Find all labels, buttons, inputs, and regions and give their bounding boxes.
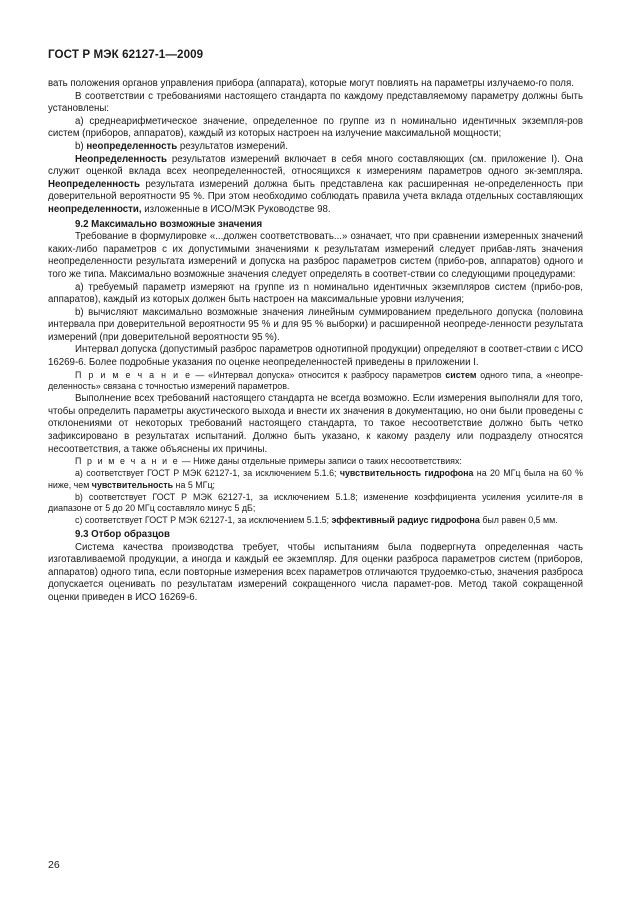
list-item: b) неопределенность результатов измерений. <box>75 140 288 152</box>
list-item: b) вычисляют максимально возможные значения линейным суммированием предельного допуска (половина интервала при доверительной вероятности 95 % и для 95 % выборки) и расширенной неопреде-ленности результата измерений (при доверительной вероятности 95 %). <box>48 306 583 343</box>
paragraph: Неопределенность результатов измерений включает в себя много составляющих (см. приложение I). Она служит оценкой вклада всех неопределенностей, относящихся к измерениям параметров одного эк-земпляра. Неопределенность результата измерений должна быть представлена как расширенная не-определенность при доверительной вероятности 95 %. При этом необходимо соблюдать правила учета вклада отдельных составляющих неопределенности, изложенные в ИСО/МЭК Руководстве 98. <box>48 153 583 215</box>
list-item: а) среднеарифметическое значение, определенное по группе из n номинально идентичных экземпля-ров систем (приборов, аппаратов), каждый из которых настроен на излучение максимальной мощности; <box>48 115 583 140</box>
note: П р и м е ч а н и е — Ниже даны отдельные примеры записи о таких несоответствиях: <box>75 456 462 467</box>
note-item: с) соответствует ГОСТ Р МЭК 62127-1, за исключением 5.1.5; эффективный радиус гидрофона был равен 0,5 мм. <box>75 515 558 526</box>
list-item: а) требуемый параметр измеряют на группе из n номинально идентичных экземпляров систем (прибо-ров, аппаратов), каждый из которых должен быть настроен на максимальные уровни излучения; <box>48 281 583 306</box>
document-body <box>48 78 583 605</box>
page-number: 26 <box>48 859 60 871</box>
section-heading-9-3: 9.3 Отбор образцов <box>75 529 170 540</box>
section-heading-9-2: 9.2 Максимально возможные значения <box>75 218 263 230</box>
document-header: ГОСТ Р МЭК 62127-1—2009 <box>48 48 204 61</box>
note-item: а) соответствует ГОСТ Р МЭК 62127-1, за исключением 5.1.6; чувствительность гидрофона на 20 МГц была на 60 % ниже, чем чувствительность на 5 МГц; <box>48 468 583 490</box>
paragraph: В соответствии с требованиями настоящего стандарта по каждому представляемому параметру должны быть установлены: <box>48 90 583 115</box>
paragraph: Интервал допуска (допустимый разброс параметров однотипной продукции) определяют в соответ-ствии с ИСО 16269-6. Более подробные указания по оценке неопределенностей приведены в приложении I. <box>48 344 583 369</box>
paragraph: вать положения органов управления прибора (аппарата), которые могут повлиять на параметры излучаемо-го поля. <box>48 78 574 89</box>
note-item: b) соответствует ГОСТ Р МЭК 62127-1, за исключением 5.1.8; изменение коэффициента усиления усилите-ля в диапазоне от 5 до 20 МГц составляло минус 5 дБ; <box>48 491 583 514</box>
paragraph: Требование в формулировке «...должен соответствовать...» означает, что при сравнении измеренных значений каких-либо параметров с их допустимыми значениями к результатам измерений следует прибав-лять значения неопределенности результата измерений и допуска на разброс параметров систем (прибо-ров, аппаратов) одного и того же типа. Максимально возможные значения следует определять в соответ-ствии со следующими процедурами: <box>48 231 583 280</box>
paragraph: Выполнение всех требований настоящего стандарта не всегда возможно. Если измерения выполняли для того, чтобы определить параметры акустического выхода и внести их значения в документацию, но они были проведены с отклонениями от некоторых требований настоящего стандарта, то такое несоответствие должно быть четко зафиксировано в результатах испытаний. Должно быть указано, к какому разделу или подразделу относятся несоответствия, а также объяснены их причины. <box>48 393 583 455</box>
paragraph: Система качества производства требует, чтобы испытаниям была подвергнута определенная часть изготавливаемой продукции, а иногда и каждый ее экземпляр. Для оценки разброса параметров систем (приборов, аппаратов) одного типа, если повторные измерения всех параметров отличаются трудоемко-стью, значения разброса допускается оценивать по результатам измерений сокращенного числа парамет-ров. Метод такой сокращенной оценки приведен в ИСО 16269-6. <box>48 541 583 603</box>
note: П р и м е ч а н и е — «Интервал допуска» относится к разбросу параметров систем одного типа, а «неопре-деленность» связана с точностью измерений параметров. <box>48 369 583 392</box>
